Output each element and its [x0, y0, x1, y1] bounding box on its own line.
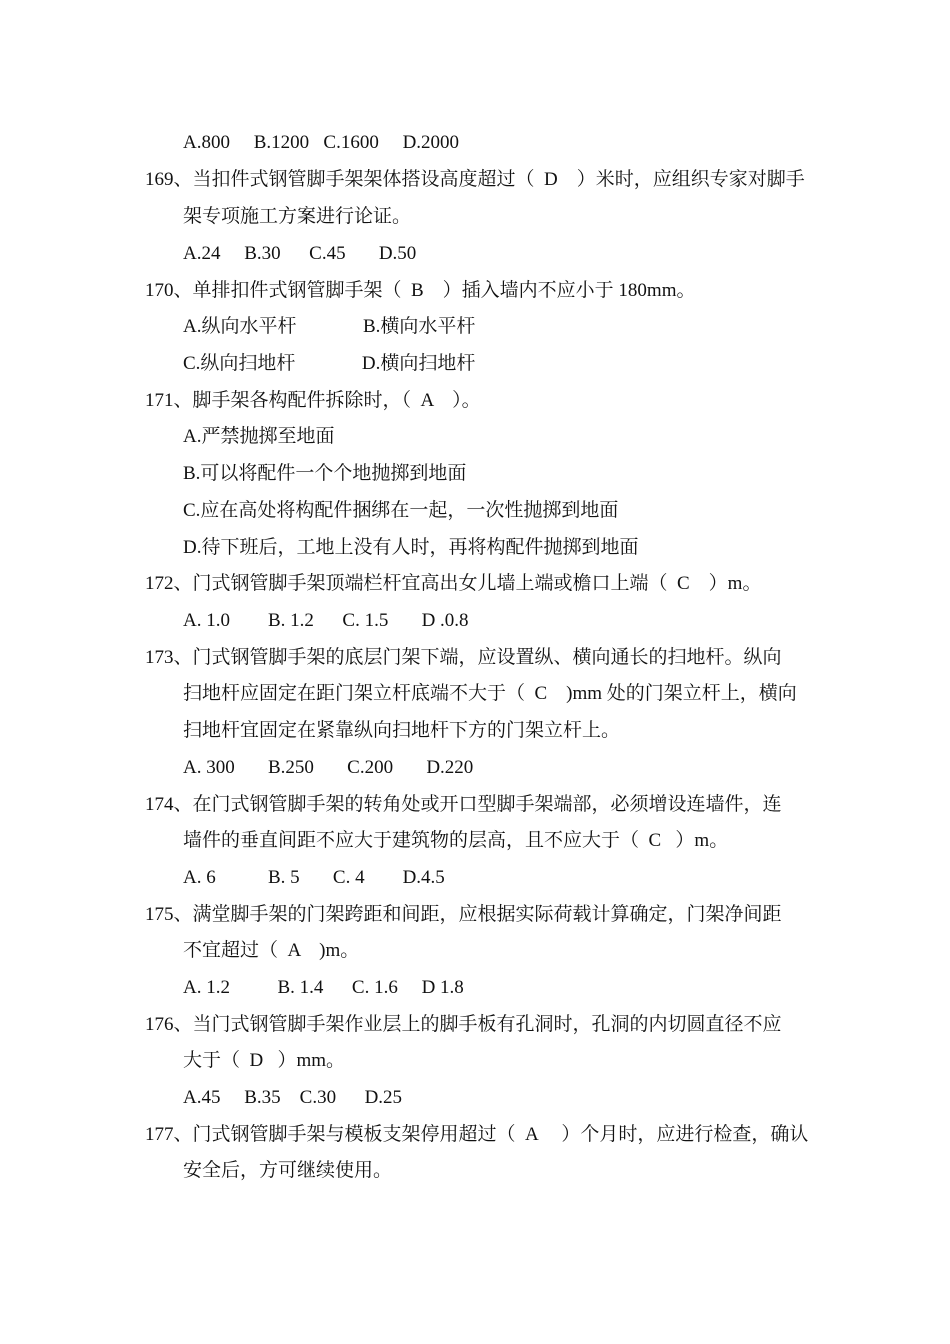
q170-options-cd: C.纵向扫地杆 D.横向扫地杆 — [183, 353, 476, 374]
q176-stem-cont: 大于（ D ）mm。 — [183, 1050, 346, 1071]
q170-options-ab: A.纵向水平杆 B.横向水平杆 — [183, 316, 476, 337]
q173-stem-cont-2: 扫地杆宜固定在紧靠纵向扫地杆下方的门架立杆上。 — [183, 720, 621, 741]
q175-options: A. 1.2 B. 1.4 C. 1.6 D 1.8 — [183, 977, 464, 998]
q169-stem-cont: 架专项施工方案进行论证。 — [183, 206, 412, 227]
q174-stem: 174、在门式钢管脚手架的转角处或开口型脚手架端部，必须增设连墙件，连 — [145, 794, 782, 815]
q174-stem-cont: 墙件的垂直间距不应大于建筑物的层高，且不应大于（ C ）m。 — [183, 830, 729, 851]
q169-options: A.24 B.30 C.45 D.50 — [183, 243, 417, 264]
q172-stem: 172、门式钢管脚手架顶端栏杆宜高出女儿墙上端或檐口上端（ C ）m。 — [145, 573, 762, 594]
q173-stem: 173、门式钢管脚手架的底层门架下端，应设置纵、横向通长的扫地杆。纵向 — [145, 647, 782, 668]
q173-options: A. 300 B.250 C.200 D.220 — [183, 757, 474, 778]
q174-options: A. 6 B. 5 C. 4 D.4.5 — [183, 867, 445, 888]
q176-options: A.45 B.35 C.30 D.25 — [183, 1087, 403, 1108]
q171-option-b: B.可以将配件一个个地抛掷到地面 — [183, 463, 467, 484]
q173-stem-cont-1: 扫地杆应固定在距门架立杆底端不大于（ C )mm 处的门架立杆上，横向 — [183, 683, 797, 704]
q177-stem: 177、门式钢管脚手架与模板支架停用超过（ A ）个月时，应进行检查，确认 — [145, 1124, 809, 1145]
q170-stem: 170、单排扣件式钢管脚手架（ B ）插入墙内不应小于 180mm。 — [145, 280, 696, 301]
q171-option-a: A.严禁抛掷至地面 — [183, 426, 335, 447]
q171-option-c: C.应在高处将构配件捆绑在一起，一次性抛掷到地面 — [183, 500, 619, 521]
q171-stem: 171、脚手架各构配件拆除时，（ A ）。 — [145, 390, 481, 411]
q171-option-d: D.待下班后，工地上没有人时，再将构配件抛掷到地面 — [183, 537, 639, 558]
q172-options: A. 1.0 B. 1.2 C. 1.5 D .0.8 — [183, 610, 469, 631]
q168-options: A.800 B.1200 C.1600 D.2000 — [183, 132, 460, 153]
q177-stem-cont: 安全后，方可继续使用。 — [183, 1160, 393, 1181]
q176-stem: 176、当门式钢管脚手架作业层上的脚手板有孔洞时，孔洞的内切圆直径不应 — [145, 1014, 782, 1035]
q175-stem-cont: 不宜超过（ A )m。 — [183, 940, 360, 961]
q175-stem: 175、满堂脚手架的门架跨距和间距，应根据实际荷载计算确定，门架净间距 — [145, 904, 782, 925]
q169-stem: 169、当扣件式钢管脚手架架体搭设高度超过（ D ）米时，应组织专家对脚手 — [145, 169, 805, 190]
